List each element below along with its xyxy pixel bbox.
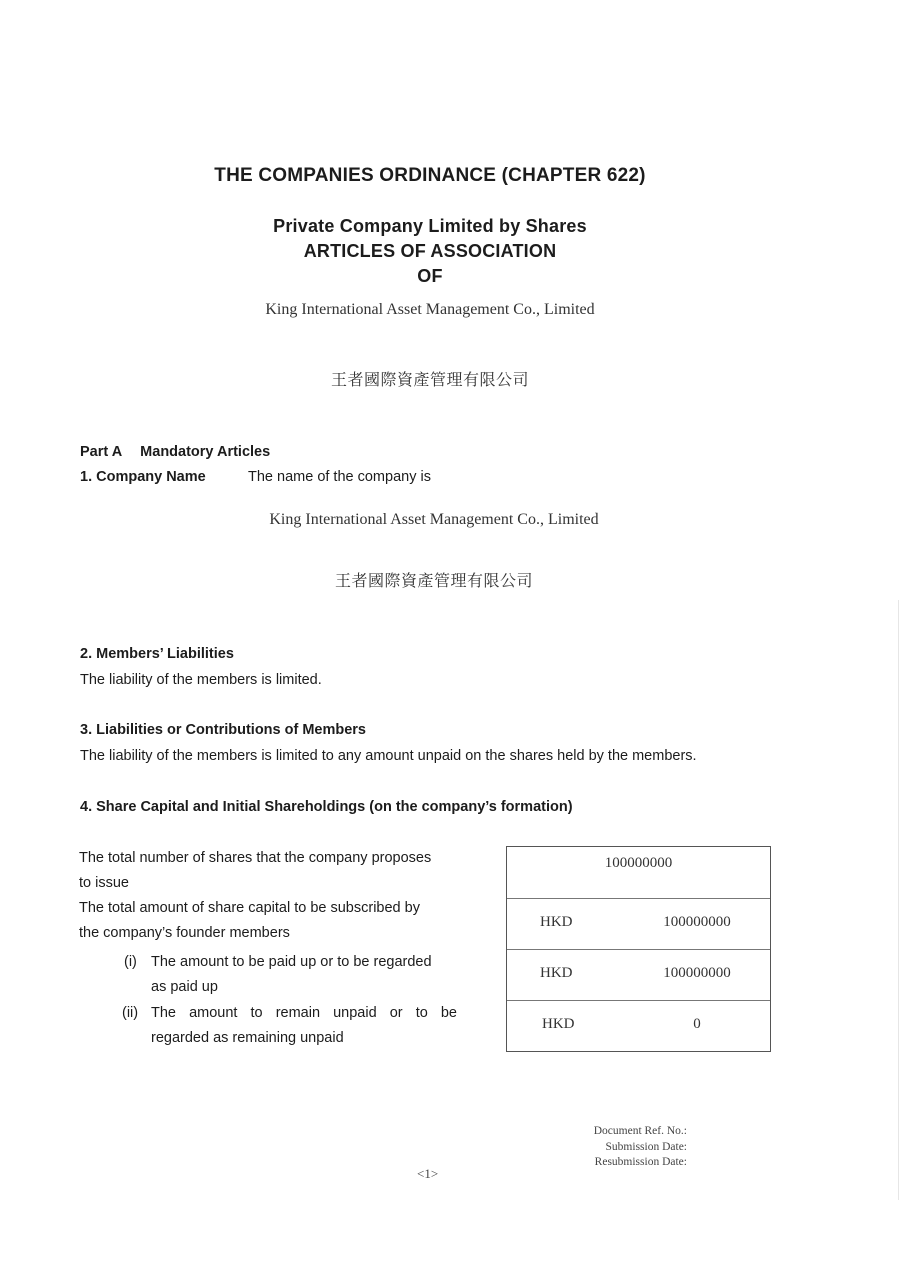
scan-edge-line (898, 600, 899, 1200)
unpaid-amount: 0 (693, 1016, 701, 1032)
item-i-number: (i) (124, 954, 137, 970)
item-ii-text (151, 1001, 457, 1051)
item-i-text (151, 950, 457, 1000)
of-label: OF (417, 266, 443, 286)
share-labels (79, 846, 459, 946)
label-total-capital-line2: the company’s founder members (79, 925, 290, 941)
section-2-heading: 2. Members’ Liabilities (80, 646, 234, 662)
unpaid-currency: HKD (542, 1016, 575, 1032)
total-capital-amount: 100000000 (663, 914, 731, 930)
company-name-en: King International Asset Management Co., Limited (265, 301, 595, 318)
label-total-capital-line1: The total amount of share capital to be subscribed by (79, 900, 420, 916)
part-a-title: Mandatory Articles (140, 444, 271, 460)
unpaid-row (507, 1000, 770, 1051)
submission-date-label: Submission Date: (605, 1140, 687, 1153)
share-capital-table (506, 846, 771, 1052)
document-title: ARTICLES OF ASSOCIATION (303, 241, 557, 261)
total-shares-value: 100000000 (604, 855, 673, 871)
item-i-line2: as paid up (151, 979, 218, 995)
paid-up-currency: HKD (540, 965, 573, 981)
section-4-heading: 4. Share Capital and Initial Shareholdings (on the company’s formation) (80, 799, 573, 815)
document-ref-label: Document Ref. No.: (593, 1125, 687, 1137)
company-name-zh: 王者國際資產管理有限公司 (330, 372, 529, 389)
section-1-company-name-en: King International Asset Management Co., Limited (269, 511, 599, 528)
section-2-text: The liability of the members is limited. (80, 672, 322, 688)
total-capital-currency: HKD (540, 914, 573, 930)
section-1-text: The name of the company is (248, 469, 431, 485)
section-3-text: The liability of the members is limited to any amount unpaid on the shares held by the members. (80, 748, 697, 764)
section-1-company-name-zh: 王者國際資產管理有限公司 (334, 573, 533, 590)
footer-reference-block (594, 1124, 687, 1171)
item-ii-number: (ii) (122, 1005, 139, 1021)
paid-up-amount: 100000000 (663, 965, 731, 981)
part-a-heading (80, 444, 270, 460)
paid-up-row (507, 949, 770, 1001)
section-3-heading: 3. Liabilities or Contributions of Members (80, 722, 366, 738)
item-i-line1: The amount to be paid up or to be regarded (151, 954, 432, 970)
label-total-shares-line1: The total number of shares that the company proposes (79, 850, 432, 866)
ordinance-title: THE COMPANIES ORDINANCE (CHAPTER 622) (214, 165, 646, 186)
total-capital-row (507, 898, 770, 950)
resubmission-date-label: Resubmission Date: (594, 1156, 687, 1168)
section-1-heading: 1. Company Name (80, 469, 206, 485)
label-total-shares-line2: to issue (79, 875, 129, 891)
item-ii-line2: regarded as remaining unpaid (151, 1030, 344, 1046)
company-type: Private Company Limited by Shares (273, 216, 587, 236)
part-a-label: Part A (80, 444, 123, 460)
item-ii-line1: The amount to remain unpaid or to be (151, 1005, 457, 1021)
total-shares-row (507, 847, 770, 899)
page-number: <1> (417, 1166, 439, 1181)
